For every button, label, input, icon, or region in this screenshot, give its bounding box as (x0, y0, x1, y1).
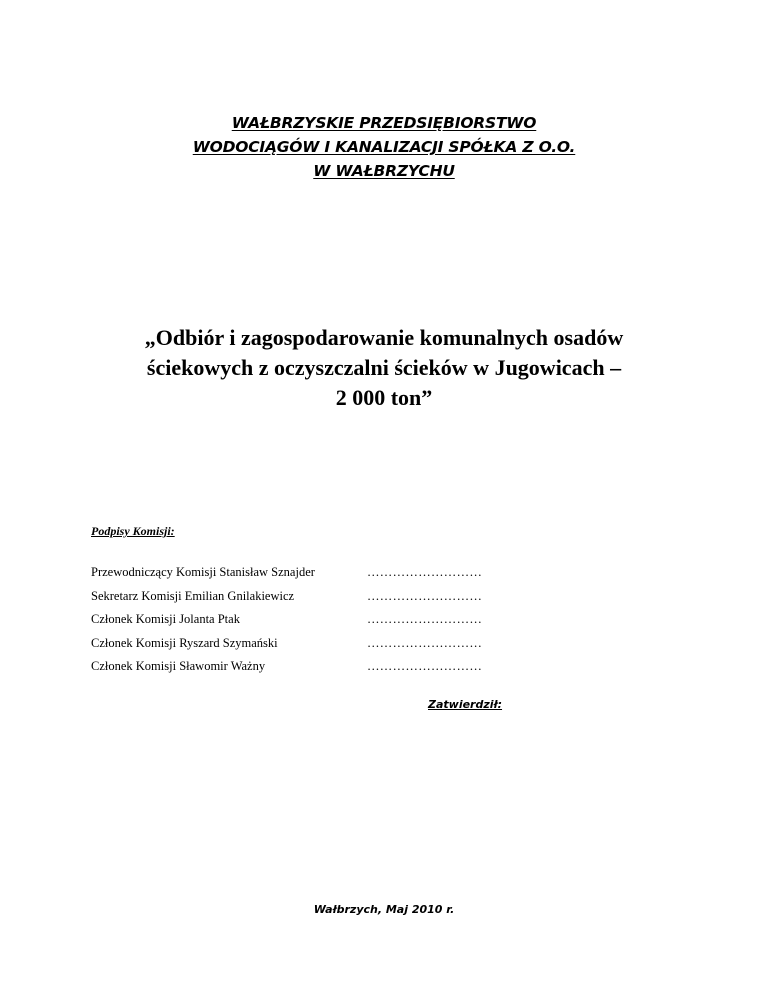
signature-line: ……………………… (367, 565, 483, 580)
signature-line: ……………………… (367, 588, 483, 603)
member-name: Członek Komisji Sławomir Ważny (91, 659, 266, 674)
signature-line: ……………………… (367, 659, 483, 674)
document-title-line-3: 2 000 ton” (335, 385, 433, 410)
place-and-date: Wałbrzych, Maj 2010 r. (313, 903, 455, 916)
signature-row (91, 655, 571, 679)
signature-row (91, 632, 571, 656)
document-title-line-2: ściekowych z oczyszczalni ścieków w Jugowicach – (146, 355, 622, 380)
signature-row (91, 561, 571, 585)
member-name: Członek Komisji Jolanta Ptak (91, 612, 240, 627)
member-name: Sekretarz Komisji Emilian Gnilakiewicz (91, 588, 295, 603)
signature-row (91, 608, 571, 632)
document-title-line-1: „Odbiór i zagospodarowanie komunalnych osadów (144, 325, 624, 350)
company-name (0, 111, 768, 183)
company-name-line-1: WAŁBRZYSKIE PRZEDSIĘBIORSTWO (231, 114, 537, 132)
signature-row (91, 585, 571, 609)
signature-list (91, 561, 571, 679)
approval-label: Zatwierdził: (428, 698, 503, 711)
company-name-line-2: WODOCIĄGÓW I KANALIZACJI SPÓŁKA Z O.O. (192, 138, 576, 156)
company-name-line-3: W WAŁBRZYCHU (313, 162, 455, 180)
signature-line: ……………………… (367, 635, 483, 650)
member-name: Członek Komisji Ryszard Szymański (91, 635, 278, 650)
document-title (0, 323, 768, 413)
member-name: Przewodniczący Komisji Stanisław Sznajder (91, 565, 315, 580)
signature-line: ……………………… (367, 612, 483, 627)
signatures-heading: Podpisy Komisji: (91, 524, 175, 538)
